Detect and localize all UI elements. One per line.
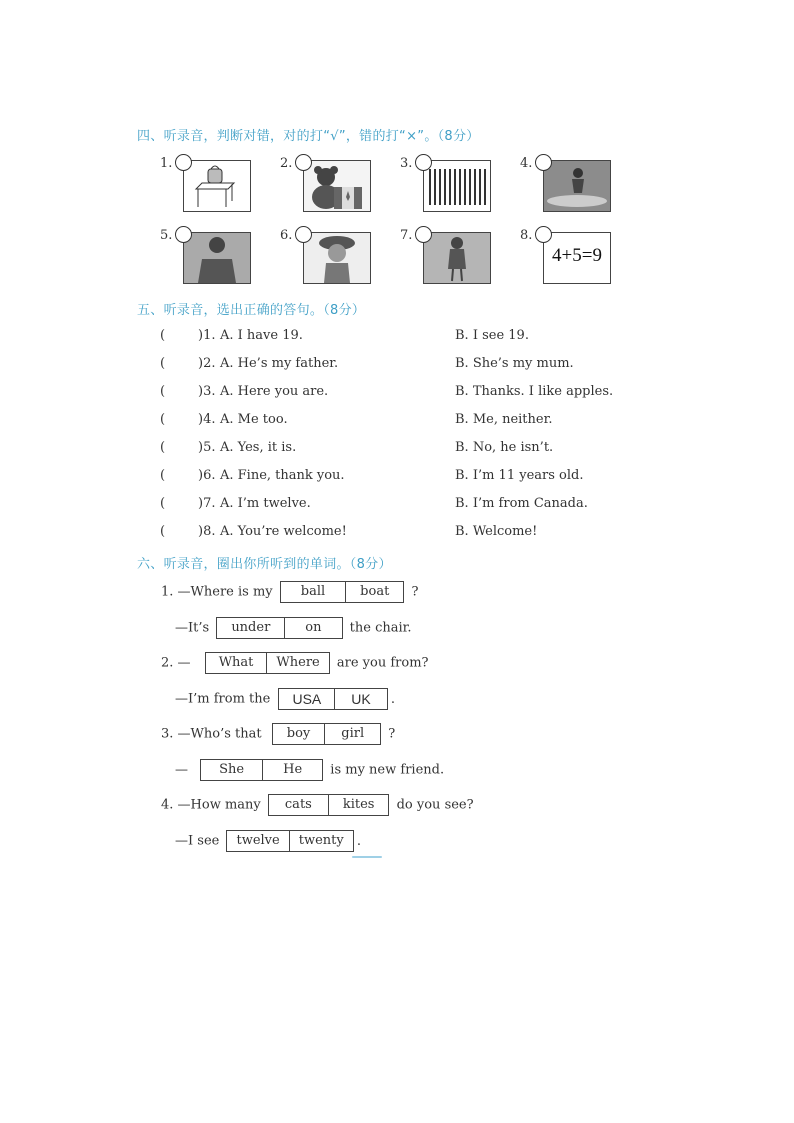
picture-item-1 xyxy=(160,156,240,216)
word-choice-box xyxy=(216,617,342,639)
section6-title: 六、听录音，圈出你所听到的单词。（8分） xyxy=(137,557,392,572)
word-option[interactable]: UK xyxy=(334,689,386,709)
option-a: A. Here you are. xyxy=(220,384,329,399)
option-a: A. Fine, thank you. xyxy=(220,468,345,483)
line-text-after: do you see? xyxy=(396,797,474,813)
answer-circle[interactable] xyxy=(295,154,312,171)
math-picture xyxy=(543,232,611,284)
question-number: )3. xyxy=(198,384,216,399)
man-picture xyxy=(183,232,251,284)
line-text-before: 4. —How many xyxy=(161,797,261,813)
question-number: )4. xyxy=(198,412,216,427)
answer-blank[interactable]: ( xyxy=(160,468,166,483)
word-line-6 xyxy=(175,759,444,781)
item-number: 5. xyxy=(160,228,173,243)
item-number: 1. xyxy=(160,156,173,171)
option-b: B. I see 19. xyxy=(455,328,529,343)
word-option[interactable]: ball xyxy=(300,584,326,599)
item-number: 3. xyxy=(400,156,413,171)
bear-and-canada-flag-picture xyxy=(303,160,371,212)
item-number: 4. xyxy=(520,156,533,171)
picture-item-4 xyxy=(520,156,600,216)
picture-item-6 xyxy=(280,228,360,288)
word-choice-box xyxy=(200,759,323,781)
item-number: 6. xyxy=(280,228,293,243)
option-b: B. Thanks. I like apples. xyxy=(455,384,614,399)
item-number: 7. xyxy=(400,228,413,243)
word-choice-box xyxy=(205,652,330,674)
answer-circle[interactable] xyxy=(175,226,192,243)
word-choice-box xyxy=(272,723,381,745)
answer-circle[interactable] xyxy=(415,154,432,171)
answer-blank[interactable]: ( xyxy=(160,356,166,371)
option-a: A. He’s my father. xyxy=(220,356,339,371)
line-text-before: 1. —Where is my xyxy=(161,584,273,600)
word-option[interactable]: twenty xyxy=(289,831,353,851)
word-line-5 xyxy=(161,723,395,745)
word-option[interactable]: What xyxy=(218,655,254,670)
answer-blank[interactable]: ( xyxy=(160,328,166,343)
option-b: B. I’m 11 years old. xyxy=(455,468,584,483)
item-number: 2. xyxy=(280,156,293,171)
line-text-before: —It’s xyxy=(175,620,210,636)
section4-title: 四、听录音，判断对错，对的打“√”，错的打“×”。（8分） xyxy=(137,129,480,144)
line-text-before: —I’m from the xyxy=(175,691,271,707)
option-b: B. No, he isn’t. xyxy=(455,440,554,455)
question-number: )5. xyxy=(198,440,216,455)
answer-circle[interactable] xyxy=(535,226,552,243)
answer-blank[interactable]: ( xyxy=(160,524,166,539)
word-option[interactable]: girl xyxy=(324,724,380,744)
picture-item-3 xyxy=(400,156,480,216)
word-option[interactable]: boat xyxy=(345,582,403,602)
option-b: B. Welcome! xyxy=(455,524,538,539)
word-option[interactable]: twelve xyxy=(236,833,280,848)
girl-swimming-picture xyxy=(543,160,611,212)
picture-item-7 xyxy=(400,228,480,288)
picture-item-8 xyxy=(520,228,600,288)
question-number: )8. xyxy=(198,524,216,539)
question-number: )2. xyxy=(198,356,216,371)
option-b: B. She’s my mum. xyxy=(455,356,574,371)
word-line-2 xyxy=(175,617,412,639)
answer-blank[interactable]: ( xyxy=(160,440,166,455)
picture-item-5 xyxy=(160,228,240,288)
option-a: A. Me too. xyxy=(220,412,288,427)
line-text-after: ? xyxy=(388,726,396,742)
question-number: )1. xyxy=(198,328,216,343)
math-equation: 4+5=9 xyxy=(552,245,602,266)
answer-circle[interactable] xyxy=(535,154,552,171)
word-line-1 xyxy=(161,581,418,603)
option-a: A. I’m twelve. xyxy=(220,496,311,511)
answer-blank[interactable]: ( xyxy=(160,496,166,511)
word-line-7 xyxy=(161,794,474,816)
answer-circle[interactable] xyxy=(415,226,432,243)
scan-mark xyxy=(352,856,382,858)
item-number: 8. xyxy=(520,228,533,243)
option-b: B. Me, neither. xyxy=(455,412,553,427)
word-option[interactable]: He xyxy=(262,760,322,780)
line-text-before: 3. —Who’s that xyxy=(161,726,262,742)
word-option[interactable]: boy xyxy=(286,726,311,741)
answer-blank[interactable]: ( xyxy=(160,412,166,427)
word-option[interactable]: on xyxy=(284,618,341,638)
answer-circle[interactable] xyxy=(295,226,312,243)
section5-title: 五、听录音，选出正确的答句。（8分） xyxy=(137,303,366,318)
word-choice-box xyxy=(280,581,405,603)
line-text-after: are you from? xyxy=(336,655,429,671)
word-option[interactable]: Where xyxy=(266,653,328,673)
answer-circle[interactable] xyxy=(175,154,192,171)
option-a: A. I have 19. xyxy=(220,328,303,343)
word-line-4 xyxy=(175,688,395,710)
line-text-before: 2. — xyxy=(161,655,191,671)
word-line-3 xyxy=(161,652,429,674)
table-with-bag-picture xyxy=(183,160,251,212)
word-choice-box xyxy=(226,830,353,852)
option-a: A. You’re welcome! xyxy=(220,524,347,539)
question-number: )7. xyxy=(198,496,216,511)
pencils-picture xyxy=(423,160,491,212)
line-text-after: . xyxy=(390,691,396,707)
word-option[interactable]: kites xyxy=(328,795,389,815)
line-text-after: is my new friend. xyxy=(330,762,445,778)
word-option[interactable]: She xyxy=(219,762,245,777)
option-b: B. I’m from Canada. xyxy=(455,496,588,511)
line-text-before: —I see xyxy=(175,833,220,849)
word-option[interactable]: cats xyxy=(284,797,312,812)
word-choice-box xyxy=(268,794,390,816)
question-number: )6. xyxy=(198,468,216,483)
girl-with-hat-picture xyxy=(303,232,371,284)
line-text-after: ? xyxy=(411,584,419,600)
answer-blank[interactable]: ( xyxy=(160,384,166,399)
word-line-8 xyxy=(175,830,361,852)
option-a: A. Yes, it is. xyxy=(220,440,297,455)
word-option[interactable]: USA xyxy=(292,691,322,707)
line-text-after: the chair. xyxy=(349,620,412,636)
picture-item-2 xyxy=(280,156,360,216)
word-option[interactable]: under xyxy=(231,620,271,635)
line-text-after: . xyxy=(356,833,361,849)
girl-standing-picture xyxy=(423,232,491,284)
line-text-before: — xyxy=(175,762,188,778)
word-choice-box xyxy=(278,688,387,710)
